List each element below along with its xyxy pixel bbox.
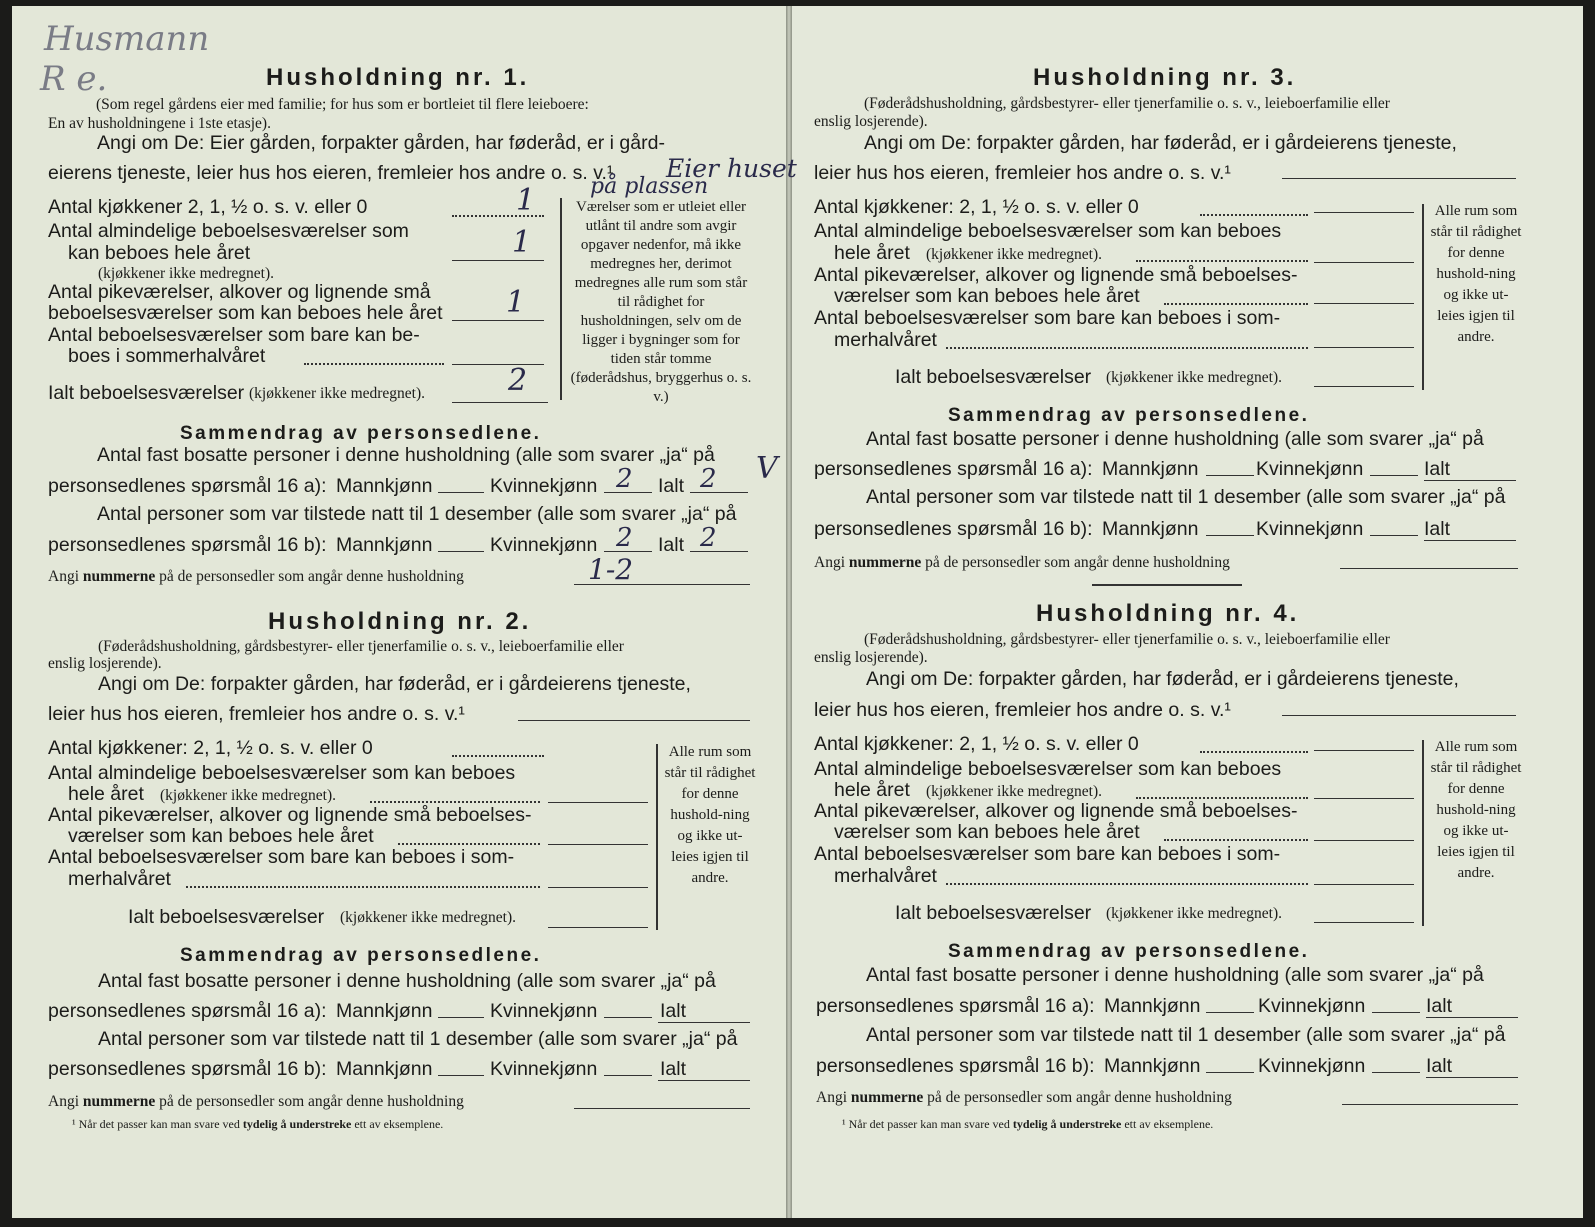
footnote-left: ¹ Når det passer kan man svare ved tydelig å understreke ett av eksemplene.	[72, 1117, 444, 1131]
household-1-a-female: Kvinnekjønn	[490, 475, 598, 497]
household-1-a-total-value: 2	[700, 464, 717, 494]
household-1-rooms-label-2: kan beboes hele året	[68, 242, 251, 264]
household-2-small-label-1: Antal pikeværelser, alkover og lignende små beboelses-	[48, 804, 532, 826]
household-3-b-line-2: personsedlenes spørsmål 16 b):	[814, 518, 1093, 540]
household-4-small-label-1: Antal pikeværelser, alkover og lignende små beboelses-	[814, 800, 1298, 822]
household-4-b-line-2: personsedlenes spørsmål 16 b):	[816, 1055, 1095, 1077]
household-4-angi-2: leier hus hos eieren, fremleier hos andre o. s. v.¹	[814, 699, 1231, 721]
household-1-b-female: Kvinnekjønn	[490, 534, 598, 556]
household-3-angi-2: leier hus hos eieren, fremleier hos andre o. s. v.¹	[814, 162, 1231, 184]
household-4-summer-label-2: merhalvåret	[834, 865, 937, 887]
household-1-a-ialt: Ialt	[658, 475, 685, 497]
household-2-a-line-1: Antal fast bosatte personer i denne husholdning (alle som svarer „ja“ på	[98, 970, 716, 992]
household-3-a-male: Mannkjønn	[1102, 458, 1199, 480]
household-2-side-note: Alle rum som står til rådighet for denne hushold-ning og ikke ut-leies igjen til andre.	[664, 744, 756, 886]
household-1-owner-answer-2: på plassen	[590, 174, 709, 199]
household-1-total-value: 2	[508, 363, 528, 398]
household-4-a-male: Mannkjønn	[1104, 995, 1201, 1017]
household-2-b-male: Mannkjønn	[336, 1058, 433, 1080]
household-1-a-line-2: personsedlenes spørsmål 16 a):	[48, 475, 327, 497]
household-1-note-2: En av husholdningene i 1ste etasje).	[48, 115, 271, 132]
household-1-owner-answer: Eier huset	[666, 154, 797, 183]
household-2-rooms-label-2: hele året	[68, 783, 144, 805]
household-1-kitchens-value: 1	[516, 183, 536, 218]
household-2-summer-label-1: Antal beboelsesværelser som bare kan beboes i som-	[48, 846, 515, 868]
household-4-b-ialt: Ialt	[1426, 1055, 1453, 1077]
household-1-rooms-value: 1	[512, 225, 532, 260]
household-3-b-line-1: Antal personer som var tilstede natt til 1 desember (alle som svarer „ja“ på	[866, 486, 1506, 508]
household-3-title: Husholdning nr. 3.	[1033, 64, 1297, 91]
household-4-rooms-label-1: Antal almindelige beboelsesværelser som kan beboes	[814, 758, 1282, 780]
household-3-kitchens-label: Antal kjøkkener: 2, 1, ½ o. s. v. eller 0	[814, 196, 1139, 218]
household-1-small-label-1: Antal pikeværelser, alkover og lignende små	[48, 281, 431, 303]
household-3-rooms-note: (kjøkkener ikke medregnet).	[926, 246, 1103, 263]
brace	[656, 744, 658, 930]
household-1-rooms-label-3: (kjøkkener ikke medregnet).	[98, 265, 275, 282]
household-2-angi-2: leier hus hos eieren, fremleier hos andre o. s. v.¹	[48, 703, 465, 725]
household-4-b-female: Kvinnekjønn	[1258, 1055, 1366, 1077]
household-2-total-label: Ialt beboelsesværelser	[128, 906, 325, 928]
household-4-total-label: Ialt beboelsesværelser	[895, 902, 1092, 924]
household-1-numbers-value: 1-2	[588, 553, 634, 586]
household-3-note-2: enslig losjerende).	[814, 113, 928, 130]
household-3-b-female: Kvinnekjønn	[1256, 518, 1364, 540]
household-3-rooms-label-1: Antal almindelige beboelsesværelser som kan beboes	[814, 220, 1282, 242]
household-2-summer-label-2: merhalvåret	[68, 868, 171, 890]
household-4-rooms-note: (kjøkkener ikke medregnet).	[926, 783, 1103, 800]
household-4-numbers-label: Angi nummerne på de personsedler som angår denne husholdning	[816, 1089, 1232, 1106]
household-3-b-male: Mannkjønn	[1102, 518, 1199, 540]
household-1-small-value: 1	[506, 285, 526, 320]
household-2-small-label-2: værelser som kan beboes hele året	[68, 825, 374, 847]
household-3-a-line-2: personsedlenes spørsmål 16 a):	[814, 458, 1093, 480]
household-1-title: Husholdning nr. 1.	[266, 64, 530, 91]
household-4-angi-1: Angi om De: forpakter gården, har føderåd, er i gårdeierens tjeneste,	[866, 668, 1459, 690]
brace	[560, 198, 562, 400]
household-2-note-2: enslig losjerende).	[48, 655, 162, 672]
household-4-summer-label-1: Antal beboelsesværelser som bare kan beboes i som-	[814, 843, 1281, 865]
household-1-summer-label-1: Antal beboelsesværelser som bare kan be-	[48, 324, 420, 346]
brace	[1422, 740, 1424, 926]
household-3-b-ialt: Ialt	[1424, 518, 1451, 540]
household-1-b-female-value: 2	[616, 523, 633, 553]
household-1-b-line-2: personsedlenes spørsmål 16 b):	[48, 534, 327, 556]
household-4-a-female: Kvinnekjønn	[1258, 995, 1366, 1017]
household-3-summary-title: Sammendrag av personsedlene.	[948, 405, 1310, 426]
household-3-summer-label-1: Antal beboelsesværelser som bare kan beboes i som-	[814, 307, 1281, 329]
household-1-rooms-label-1: Antal almindelige beboelsesværelser som	[48, 220, 409, 242]
household-4-title: Husholdning nr. 4.	[1036, 600, 1300, 627]
household-2-total-note: (kjøkkener ikke medregnet).	[340, 909, 517, 926]
household-3-angi-1: Angi om De: forpakter gården, har føderåd, er i gårdeierens tjeneste,	[864, 132, 1457, 154]
household-1-numbers-label: Angi nummerne på de personsedler som angår denne husholdning	[48, 568, 464, 585]
household-4-b-line-1: Antal personer som var tilstede natt til 1 desember (alle som svarer „ja“ på	[866, 1024, 1506, 1046]
household-2-note-1: (Føderådshusholdning, gårdsbestyrer- eller tjenerfamilie o. s. v., leieboerfamilie eller	[98, 638, 624, 655]
household-3-small-label-1: Antal pikeværelser, alkover og lignende små beboelses-	[814, 264, 1298, 286]
household-2-rooms-label-1: Antal almindelige beboelsesværelser som kan beboes	[48, 762, 516, 784]
household-1-summary-title: Sammendrag av personsedlene.	[180, 423, 542, 444]
household-1-small-label-2: beboelsesværelser som kan beboes hele året	[48, 302, 443, 324]
household-1-b-ialt: Ialt	[658, 534, 685, 556]
household-3-rooms-label-2: hele året	[834, 242, 910, 264]
household-4-total-note: (kjøkkener ikke medregnet).	[1106, 905, 1283, 922]
household-2-kitchens-label: Antal kjøkkener: 2, 1, ½ o. s. v. eller 0	[48, 737, 373, 759]
household-2-b-line-2: personsedlenes spørsmål 16 b):	[48, 1058, 327, 1080]
household-3-total-note: (kjøkkener ikke medregnet).	[1106, 369, 1283, 386]
household-2-a-female: Kvinnekjønn	[490, 1000, 598, 1022]
household-1-side-note: Værelser som er utleiet eller utlånt til andre som avgir opgaver nedenfor, må ikke medregnes her, derimot medregnes alle rum som står til rådighet for husholdningen, selv om de ligger i bygninger som for tiden står tomme (føderådshus, bryggerhus o. s. v.)	[570, 199, 752, 405]
household-4-small-label-2: værelser som kan beboes hele året	[834, 821, 1140, 843]
household-3-a-ialt: Ialt	[1424, 458, 1451, 480]
household-3-a-female: Kvinnekjønn	[1256, 458, 1364, 480]
household-4-note-2: enslig losjerende).	[814, 649, 928, 666]
household-2-b-line-1: Antal personer som var tilstede natt til 1 desember (alle som svarer „ja“ på	[98, 1028, 738, 1050]
footnote-right: ¹ Når det passer kan man svare ved tydelig å understreke ett av eksemplene.	[842, 1117, 1214, 1131]
household-1-total-note: (kjøkkener ikke medregnet).	[249, 385, 426, 402]
household-2-summary-title: Sammendrag av personsedlene.	[180, 945, 542, 966]
household-1-kitchens-label: Antal kjøkkener 2, 1, ½ o. s. v. eller 0	[48, 196, 368, 218]
household-4-a-line-2: personsedlenes spørsmål 16 a):	[816, 995, 1095, 1017]
household-2-a-line-2: personsedlenes spørsmål 16 a):	[48, 1000, 327, 1022]
household-1-a-female-value: 2	[616, 464, 633, 494]
household-2-b-ialt: Ialt	[660, 1058, 687, 1080]
household-1-note-1: (Som regel gårdens eier med familie; for hus som er bortleiet til flere leieboere:	[96, 96, 589, 113]
household-4-rooms-label-2: hele året	[834, 779, 910, 801]
check-mark: V	[756, 451, 778, 486]
household-3-a-line-1: Antal fast bosatte personer i denne husholdning (alle som svarer „ja“ på	[866, 428, 1484, 450]
household-3-numbers-label: Angi nummerne på de personsedler som angår denne husholdning	[814, 554, 1230, 571]
brace	[1422, 204, 1424, 390]
household-1-angi-2: eierens tjeneste, leier hus hos eieren, fremleier hos andre o. s. v.¹	[48, 162, 614, 184]
household-1-b-male: Mannkjønn	[336, 534, 433, 556]
household-1-a-line-1: Antal fast bosatte personer i denne husholdning (alle som svarer „ja“ på	[97, 444, 715, 466]
household-1-summer-label-2: boes i sommerhalvåret	[68, 345, 266, 367]
household-2-numbers-label: Angi nummerne på de personsedler som angår denne husholdning	[48, 1093, 464, 1110]
household-1-b-line-1: Antal personer som var tilstede natt til 1 desember (alle som svarer „ja“ på	[97, 503, 737, 525]
household-1-angi-1: Angi om De: Eier gården, forpakter gården, har føderåd, er i gård-	[97, 132, 665, 154]
household-2-a-ialt: Ialt	[660, 1000, 687, 1022]
household-4-summary-title: Sammendrag av personsedlene.	[948, 941, 1310, 962]
household-2-angi-1: Angi om De: forpakter gården, har føderåd, er i gårdeierens tjeneste,	[98, 673, 691, 695]
pencil-note-husmann: Husmann	[44, 19, 210, 59]
household-4-b-male: Mannkjønn	[1104, 1055, 1201, 1077]
household-2-a-male: Mannkjønn	[336, 1000, 433, 1022]
household-3-note-1: (Føderådshusholdning, gårdsbestyrer- eller tjenerfamilie o. s. v., leieboerfamilie eller	[864, 95, 1390, 112]
household-1-a-male: Mannkjønn	[336, 475, 433, 497]
household-3-side-note: Alle rum som står til rådighet for denne hushold-ning og ikke ut-leies igjen til andre.	[1430, 203, 1522, 345]
household-1-total-label: Ialt beboelsesværelser	[48, 382, 245, 404]
household-4-a-ialt: Ialt	[1426, 995, 1453, 1017]
household-2-title: Husholdning nr. 2.	[268, 608, 532, 635]
household-3-summer-label-2: merhalvåret	[834, 329, 937, 351]
pencil-note-re: R e.	[40, 59, 108, 99]
household-3-small-label-2: værelser som kan beboes hele året	[834, 285, 1140, 307]
household-3-total-label: Ialt beboelsesværelser	[895, 366, 1092, 388]
household-4-note-1: (Føderådshusholdning, gårdsbestyrer- eller tjenerfamilie o. s. v., leieboerfamilie eller	[864, 631, 1390, 648]
household-2-rooms-note: (kjøkkener ikke medregnet).	[160, 787, 337, 804]
page-fold	[786, 6, 792, 1218]
household-4-a-line-1: Antal fast bosatte personer i denne husholdning (alle som svarer „ja“ på	[866, 964, 1484, 986]
section-divider	[1092, 584, 1242, 586]
household-4-side-note: Alle rum som står til rådighet for denne hushold-ning og ikke ut-leies igjen til andre.	[1430, 739, 1522, 881]
household-1-b-total-value: 2	[700, 523, 717, 553]
household-4-kitchens-label: Antal kjøkkener: 2, 1, ½ o. s. v. eller 0	[814, 733, 1139, 755]
household-2-b-female: Kvinnekjønn	[490, 1058, 598, 1080]
